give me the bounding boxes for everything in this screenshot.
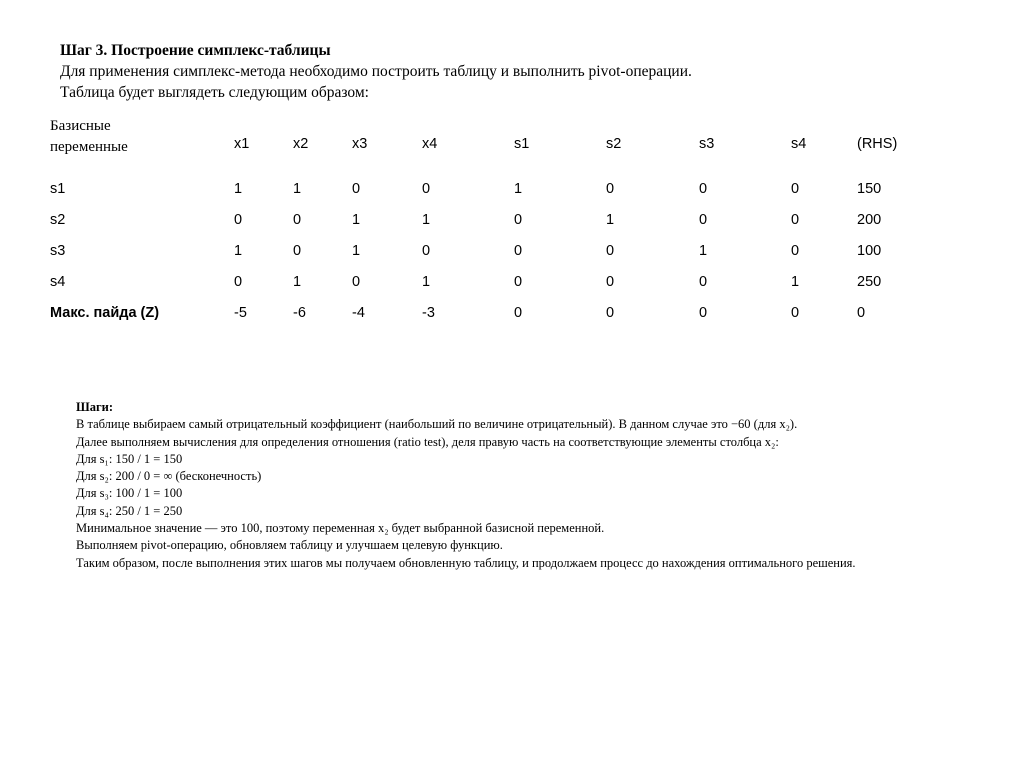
table-cell: -3 <box>422 305 435 321</box>
step-line: Выполняем pivot-операцию, обновляем таблицу и улучшаем целевую функцию. <box>76 538 503 553</box>
intro-line-1: Для применения симплекс-метода необходимо построить таблицу и выполнить pivot-операции. <box>60 63 692 80</box>
table-cell: 0 <box>234 274 243 290</box>
table-row <box>50 267 950 298</box>
intro-section <box>60 40 960 103</box>
table-row <box>50 205 950 236</box>
table-cell: 0 <box>857 305 866 321</box>
step-line: Для s₄: 250 / 1 = 250 <box>76 503 183 518</box>
table-cell: 0 <box>699 274 708 290</box>
simplex-table <box>50 114 950 329</box>
table-cell: 250 <box>857 274 882 290</box>
steps-section <box>76 399 1006 572</box>
table-cell: 0 <box>514 305 523 321</box>
step-line: Для s₂: 200 / 0 = ∞ (бесконечность) <box>76 469 262 484</box>
table-cell: 0 <box>422 181 431 197</box>
table-cell: 0 <box>606 181 615 197</box>
step-line: В таблице выбираем самый отрицательный коэффициент (наибольший по величине отрицательный). В данном случае это −60 (для x₂). <box>76 417 798 432</box>
step-line: Минимальное значение — это 100, поэтому переменная x₂ будет выбранной базисной переменной. <box>76 521 605 536</box>
table-cell: 1 <box>293 274 302 290</box>
table-cell: 0 <box>293 212 302 228</box>
table-cell: -5 <box>234 305 247 321</box>
table-cell: 1 <box>791 274 800 290</box>
header-basis-variables: Базисные переменные <box>50 118 128 155</box>
table-header-row <box>50 114 950 174</box>
table-cell: s1 <box>50 181 66 197</box>
table-row <box>50 236 950 267</box>
header-s3: s3 <box>699 136 715 152</box>
table-cell: 1 <box>422 212 431 228</box>
table-cell: s2 <box>50 212 66 228</box>
table-cell: 0 <box>791 243 800 259</box>
table-cell: 0 <box>791 181 800 197</box>
table-cell: 150 <box>857 181 882 197</box>
table-cell: 1 <box>352 212 361 228</box>
table-cell: 0 <box>352 181 361 197</box>
intro-line-2: Таблица будет выглядеть следующим образом: <box>60 84 369 101</box>
table-cell: s4 <box>50 274 66 290</box>
steps-title: Шаги: <box>76 400 114 414</box>
header-x1: x1 <box>234 136 250 152</box>
table-cell: 100 <box>857 243 882 259</box>
step-line: Таким образом, после выполнения этих шагов мы получаем обновленную таблицу, и продолжаем процесс до нахождения оптимального решения. <box>76 555 856 570</box>
step-line: Для s₁: 150 / 1 = 150 <box>76 451 183 466</box>
table-cell: 0 <box>514 212 523 228</box>
header-s2: s2 <box>606 136 622 152</box>
header-s4: s4 <box>791 136 807 152</box>
table-cell: 0 <box>699 181 708 197</box>
table-cell: 0 <box>791 305 800 321</box>
table-cell: 1 <box>514 181 523 197</box>
header-x3: x3 <box>352 136 368 152</box>
table-cell: 1 <box>352 243 361 259</box>
step-line: Для s₃: 100 / 1 = 100 <box>76 486 183 501</box>
header-s1: s1 <box>514 136 530 152</box>
table-cell: 0 <box>791 212 800 228</box>
table-cell: 0 <box>234 212 243 228</box>
table-cell: 0 <box>514 243 523 259</box>
header-x2: x2 <box>293 136 309 152</box>
table-cell: 0 <box>699 305 708 321</box>
table-cell: -4 <box>352 305 365 321</box>
objective-label: Макс. пайда (Z) <box>50 305 160 321</box>
step-line: Далее выполняем вычисления для определения отношения (ratio test), деля правую часть на соответствующие элементы столбца x₂: <box>76 434 779 449</box>
table-cell: 1 <box>422 274 431 290</box>
table-cell: 1 <box>699 243 708 259</box>
table-cell: 0 <box>352 274 361 290</box>
table-cell: 0 <box>606 274 615 290</box>
table-cell: 0 <box>606 305 615 321</box>
table-cell: s3 <box>50 243 66 259</box>
table-cell: 0 <box>699 212 708 228</box>
objective-row <box>50 298 950 329</box>
header-rhs: (RHS) <box>857 136 898 152</box>
table-cell: 0 <box>422 243 431 259</box>
table-cell: 0 <box>514 274 523 290</box>
table-cell: 200 <box>857 212 882 228</box>
table-cell: 0 <box>606 243 615 259</box>
table-cell: 1 <box>293 181 302 197</box>
table-cell: 1 <box>606 212 615 228</box>
table-cell: 1 <box>234 181 243 197</box>
step-title: Шаг 3. Построение симплекс-таблицы <box>60 42 331 59</box>
table-cell: 0 <box>293 243 302 259</box>
table-cell: 1 <box>234 243 243 259</box>
table-row <box>50 174 950 205</box>
header-x4: x4 <box>422 136 438 152</box>
table-cell: -6 <box>293 305 306 321</box>
